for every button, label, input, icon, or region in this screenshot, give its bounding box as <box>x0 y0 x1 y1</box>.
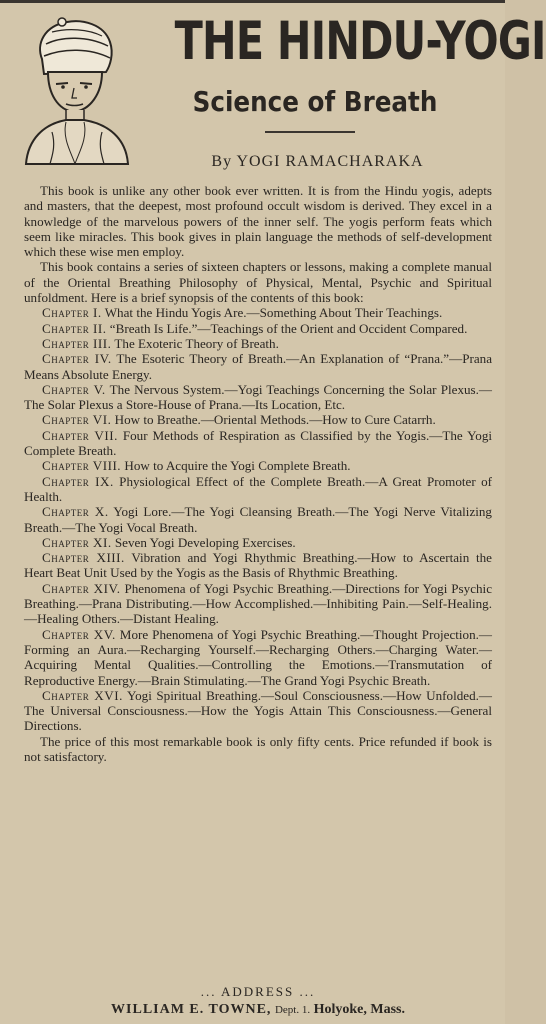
chapter-entry <box>24 550 492 581</box>
publisher-footer <box>24 999 492 1021</box>
intro-paragraph: This book is unlike any other book ever written. It is from the Hindu yogis, adepts and masters, that the deepest, most profound occult wisdom is derived. They excel in a knowledge of the marvelous powers of the inner self. The yogis perform feats which seem like miracles. This book gives in plain language the methods of self-development which these wise men employ. <box>24 183 492 260</box>
title-divider <box>265 131 355 133</box>
chapter-entry <box>24 412 492 427</box>
chapter-entry <box>24 581 492 627</box>
chapter-description: How to Acquire the Yogi Complete Breath. <box>124 458 351 474</box>
ad-body-text <box>24 183 492 764</box>
chapter-entry <box>24 351 492 382</box>
chapter-entry <box>24 321 492 336</box>
chapter-label: Chapter XI. <box>42 534 112 550</box>
chapter-entry <box>24 474 492 505</box>
chapter-description: More Phenomena of Yogi Psychic Breathing.—Thought Projection.—Forming an Aura.—Recharging Yourself.—Recharging Others.—Charging Water.—Acquiring Mental Qualities.—Controlling the Emotions.—Transmutation of Reproductive Energy.—Brain Stimulating.—The Grand Yogi Psychic Breath. <box>24 626 492 688</box>
publisher-dept: Dept. 1. <box>274 1004 311 1016</box>
chapter-description: Four Methods of Respiration as Classified by the Yogis.—The Yogi Complete Breath. <box>24 427 492 459</box>
address-label: ... ADDRESS ... <box>200 984 316 999</box>
chapter-entry <box>24 382 492 413</box>
chapter-description: Seven Yogi Developing Exercises. <box>114 534 296 550</box>
chapter-description: Vibration and Yogi Rhythmic Breathing.—How to Ascertain the Heart Beat Unit Used by the Yogis as the Basis of Rhythmic Breathing. <box>24 550 492 581</box>
chapter-description: Phenomena of Yogi Psychic Breathing.—Directions for Yogi Psychic Breathing.—Prana Distributing.—How Accomplished.—Inhibiting Pain.—Self-Healing.—Healing Others.—Distant Healing. <box>24 580 493 627</box>
chapter-description: The Nervous System.—Yogi Teachings Concerning the Solar Plexus.—The Solar Plexus a Store-House of Prana.—Its Location, Etc. <box>24 381 492 413</box>
chapter-entry <box>24 504 492 535</box>
chapter-label: Chapter X. <box>42 504 109 520</box>
chapter-entry <box>24 336 492 351</box>
book-title: THE HINDU-YOGI <box>174 11 546 72</box>
chapter-entry <box>24 458 492 473</box>
book-subtitle: Science of Breath <box>192 85 438 118</box>
chapter-label: Chapter II. <box>42 320 107 336</box>
author-byline: By YOGI RAMACHARAKA <box>211 153 424 170</box>
chapter-label: Chapter XVI. <box>42 687 123 703</box>
chapter-entry <box>24 305 492 320</box>
chapter-description: Yogi Spiritual Breathing.—Soul Consciousness.—How Unfolded.—The Universal Consciousness.—How the Yogis Attain This Consciousness.—General Directions. <box>24 687 492 734</box>
chapter-label: Chapter XV. <box>42 626 116 642</box>
chapter-label: Chapter XIII. <box>42 550 125 566</box>
price-paragraph: The price of this most remarkable book is only fifty cents. Price refunded if book is not satisfactory. <box>24 733 492 764</box>
chapter-label: Chapter VII. <box>42 427 118 443</box>
chapter-entry <box>24 428 492 459</box>
chapter-list <box>24 305 492 733</box>
chapter-description: Physiological Effect of the Complete Breath.—A Great Promoter of Health. <box>24 473 493 504</box>
chapter-description: The Esoteric Theory of Breath.—An Explanation of “Prana.”—Prana Means Absolute Energy. <box>24 351 493 382</box>
chapter-description: What the Hindu Yogis Are.—Something About Their Teachings. <box>104 305 443 321</box>
chapter-entry <box>24 627 492 688</box>
chapter-entry <box>24 535 492 550</box>
chapter-label: Chapter I. <box>42 305 102 321</box>
yogi-portrait-illustration <box>22 14 132 166</box>
chapter-description: How to Breathe.—Oriental Methods.—How to Cure Catarrh. <box>114 412 436 428</box>
chapter-label: Chapter XIV. <box>42 580 121 596</box>
chapter-description: Yogi Lore.—The Yogi Cleansing Breath.—The Yogi Nerve Vitalizing Breath.—The Yogi Vocal Breath. <box>24 504 492 535</box>
chapter-description: The Exoteric Theory of Breath. <box>114 335 279 351</box>
chapter-label: Chapter VI. <box>42 412 112 428</box>
publisher-location: Holyoke, Mass. <box>313 1002 405 1017</box>
chapter-label: Chapter V. <box>42 381 106 397</box>
chapter-description: “Breath Is Life.”—Teachings of the Orient and Occident Compared. <box>109 320 468 336</box>
chapter-label: Chapter IX. <box>42 473 114 489</box>
chapter-label: Chapter III. <box>42 335 112 351</box>
chapter-entry <box>24 688 492 734</box>
publisher-name: WILLIAM E. TOWNE, <box>111 1002 272 1017</box>
chapter-label: Chapter IV. <box>42 351 112 367</box>
intro-paragraph: This book contains a series of sixteen chapters or lessons, making a complete manual of the Oriental Breathing Philosophy of Physical, Mental, Psychic and Spiritual unfoldment. Here is a brief synopsis of the contents of this book: <box>24 259 492 306</box>
chapter-label: Chapter VIII. <box>42 458 122 474</box>
